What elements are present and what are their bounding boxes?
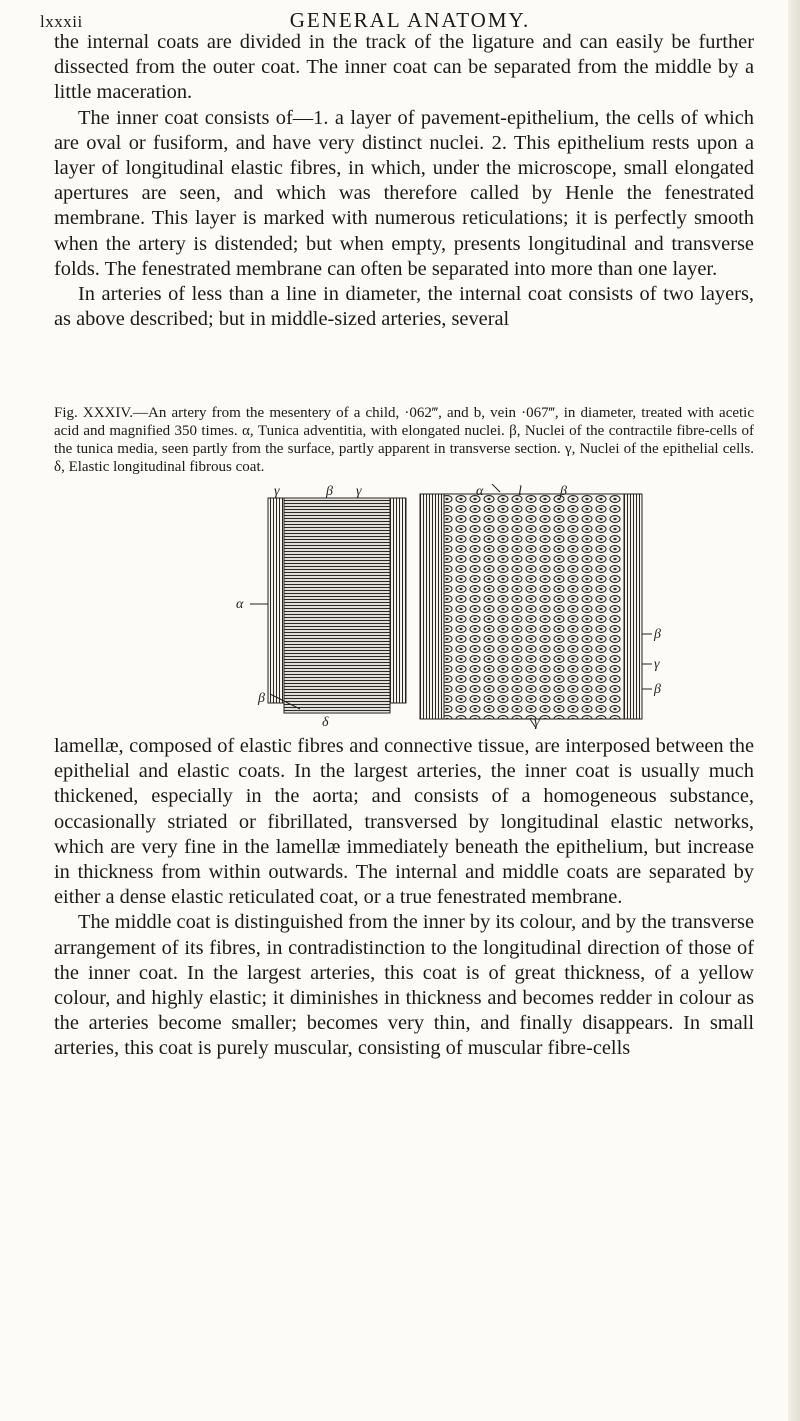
label-alpha: α <box>236 597 244 612</box>
label-alpha-2: α <box>476 484 484 499</box>
artery-vein-figure <box>230 484 670 729</box>
paragraph: The middle coat is distinguished from the inner by its colour, and by the transverse arrangement of its fibres, in contradistinction to the longitudinal direction of those of the inner coat. In the largest arteries, this coat is of great thickness, of a yellow colour, and highly elastic; it diminishes in thickness and becomes redder in colour as the arteries become smaller; becomes very thin, and finally disappears. In small arteries, this coat is purely muscular, consisting of muscular fibre-cells <box>54 911 754 1060</box>
label-beta-3: β <box>560 484 567 499</box>
label-gamma-2: γ <box>356 484 362 499</box>
label-beta-4: β <box>654 627 661 642</box>
histology-illustration <box>230 484 670 729</box>
figure-caption: Fig. XXXIV.—An artery from the mesentery of a child, ·062‴, and b, vein ·067‴, in diameter, treated with acetic acid and magnified 350 times. α, Tunica adventitia, with elongated nuclei. β, Nuclei of the contractile fibre-cells of the tunica media, seen partly from the surface, partly apparent in transverse section. γ, Nuclei of the epithelial cells. δ, Elastic longitudinal fibrous coat. <box>54 405 754 475</box>
body-text-top <box>54 30 754 332</box>
label-beta: β <box>326 484 333 499</box>
label-delta: δ <box>322 715 329 729</box>
paragraph: lamellæ, composed of elastic fibres and connective tissue, are interposed between the epithelial and elastic coats. In the largest arteries, the inner coat is usually much thickened, especially in the aorta; and consists of a homogeneous substance, occasionally striated or fibrillated, transversed by longitudinal elastic networks, which are very fine in the lamellæ immediately beneath the epithelium, but increase in thickness from within outwards. The internal and middle coats are separated by either a dense elastic reticulated coat, or a true fenestrated membrane. <box>54 735 754 909</box>
label-beta-5: β <box>654 682 661 697</box>
paragraph: the internal coats are divided in the track of the ligature and can easily be further dissected from the outer coat. The inner coat can be separated from the middle by a little maceration. <box>54 31 754 104</box>
page-number: lxxxii <box>40 12 83 31</box>
label-gamma-3: γ <box>654 657 660 672</box>
label-gamma: γ <box>274 484 280 499</box>
paragraph: The inner coat consists of—1. a layer of pavement-epithelium, the cells of which are oval or fusiform, and have very distinct nuclei. 2. This epithelium rests upon a layer of longitudinal elastic fibres, in which, under the microscope, small elongated apertures are seen, and which was therefore called by Henle the fenestrated membrane. This layer is marked with numerous reticulations; it is perfectly smooth when the artery is distended; but when empty, presents longitudinal and transverse folds. The fenestrated membrane can often be separated into more than one layer. <box>54 106 754 280</box>
paragraph: In arteries of less than a line in diameter, the internal coat consists of two layers, as above described; but in middle-sized arteries, several <box>54 283 754 331</box>
label-l: l <box>518 484 522 499</box>
page-edge-shadow <box>788 0 800 1421</box>
running-head: GENERAL ANATOMY. <box>289 8 531 32</box>
label-beta-2: β <box>258 691 265 706</box>
artery-section <box>250 498 406 713</box>
vein-section <box>420 484 652 728</box>
label-gamma-4: γ <box>534 715 540 729</box>
body-text-bottom <box>54 734 754 1062</box>
